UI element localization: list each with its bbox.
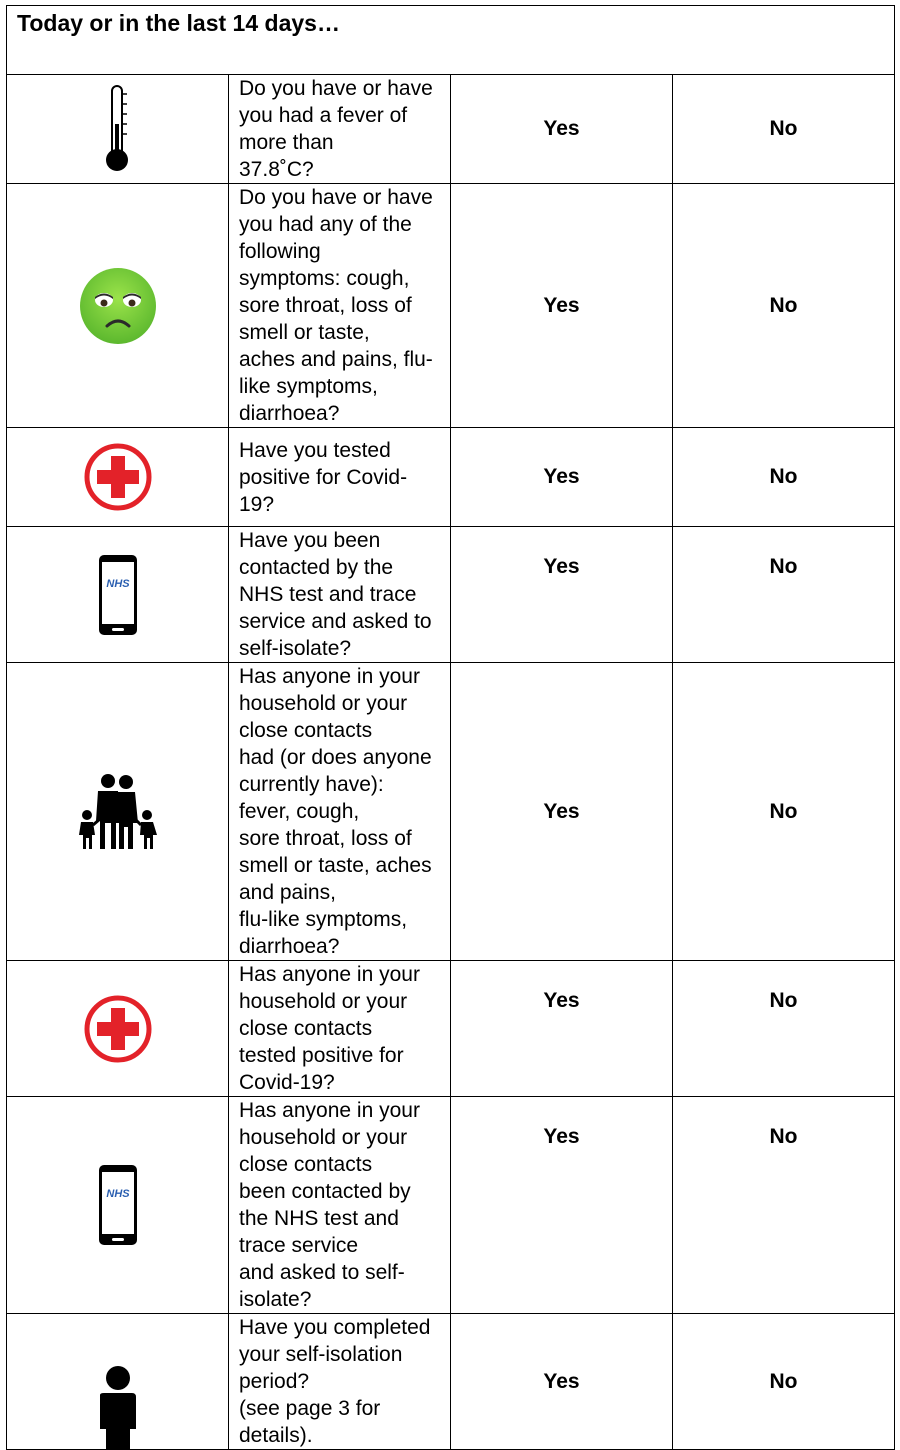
question-line: tested positive for Covid-19?	[239, 1044, 404, 1094]
icon-cell	[7, 75, 229, 184]
red-cross-icon	[83, 442, 153, 512]
question-line: Do you have or have you had any of the following	[239, 186, 433, 263]
yes-option[interactable]	[451, 527, 673, 663]
question-cell	[229, 1097, 451, 1314]
yes-label: Yes	[543, 989, 580, 1012]
nhs-phone-icon	[97, 553, 139, 637]
questionnaire-sheet	[6, 5, 895, 1450]
header-row	[7, 6, 895, 75]
question-cell	[229, 1314, 451, 1450]
no-option[interactable]: No	[673, 184, 895, 428]
question-line: Have you completed your self-isolation period?	[239, 1316, 431, 1393]
question-line: Has anyone in your household or your close contacts	[239, 963, 420, 1040]
yes-option[interactable]: Yes	[451, 663, 673, 961]
no-option[interactable]	[673, 1097, 895, 1314]
icon-cell	[7, 1097, 229, 1314]
no-label: No	[769, 1125, 798, 1148]
question-line: Have you tested positive for Covid-19?	[239, 438, 408, 516]
table-row	[7, 75, 895, 184]
no-option[interactable]	[673, 961, 895, 1097]
no-option[interactable]: No	[673, 75, 895, 184]
table-row	[7, 961, 895, 1097]
icon-cell	[7, 1314, 229, 1450]
icon-cell	[7, 184, 229, 428]
table-row	[7, 184, 895, 428]
yes-option[interactable]: Yes	[451, 428, 673, 527]
yes-label: Yes	[543, 555, 580, 578]
no-option[interactable]	[673, 527, 895, 663]
no-option[interactable]: No	[673, 1314, 895, 1450]
question-line: sore throat, loss of smell or taste, aches and pains,	[239, 827, 432, 904]
question-line: had (or does anyone currently have): fever, cough,	[239, 746, 432, 823]
question-line: Do you have or have you had a fever of more than	[239, 77, 433, 154]
nhs-phone-icon	[97, 1163, 139, 1247]
question-cell	[229, 75, 451, 184]
table-row	[7, 527, 895, 663]
question-cell	[229, 961, 451, 1097]
question-line: aches and pains, flu-like symptoms, diarrhoea?	[239, 348, 433, 425]
header-title: Today or in the last 14 days…	[7, 6, 895, 75]
yes-option[interactable]: Yes	[451, 184, 673, 428]
question-line: been contacted by the NHS test and trace service	[239, 1180, 411, 1257]
icon-cell	[7, 663, 229, 961]
red-cross-icon	[83, 994, 153, 1064]
question-cell	[229, 428, 451, 527]
icon-cell	[7, 961, 229, 1097]
yes-label: Yes	[543, 1125, 580, 1148]
yes-option[interactable]	[451, 1097, 673, 1314]
table-row	[7, 663, 895, 961]
question-line: and asked to self-isolate?	[239, 1261, 405, 1311]
no-option[interactable]: No	[673, 428, 895, 527]
question-cell	[229, 527, 451, 663]
no-label: No	[769, 555, 798, 578]
table-row	[7, 428, 895, 527]
question-line: symptoms: cough, sore throat, loss of smell or taste,	[239, 267, 412, 344]
yes-option[interactable]	[451, 961, 673, 1097]
family-icon	[76, 773, 160, 851]
question-line: flu-like symptoms, diarrhoea?	[239, 908, 408, 958]
thermometer-icon	[103, 84, 133, 174]
phone-label: NHS	[105, 1188, 130, 1200]
yes-option[interactable]: Yes	[451, 75, 673, 184]
phone-label: NHS	[105, 577, 130, 590]
icon-cell	[7, 428, 229, 527]
yes-option[interactable]: Yes	[451, 1314, 673, 1450]
person-icon	[90, 1365, 146, 1449]
no-label: No	[769, 989, 798, 1012]
question-line: Has anyone in your household or your close contacts	[239, 1099, 420, 1176]
question-cell	[229, 184, 451, 428]
question-line: 37.8˚C?	[239, 158, 314, 181]
question-cell	[229, 663, 451, 961]
icon-cell	[7, 527, 229, 663]
question-line: (see page 3 for details).	[239, 1397, 381, 1447]
table-row	[7, 1097, 895, 1314]
no-option[interactable]: No	[673, 663, 895, 961]
sick-face-icon	[78, 266, 158, 346]
question-line: service and asked to self-isolate?	[239, 610, 432, 660]
question-line: Has anyone in your household or your close contacts	[239, 665, 420, 742]
table-row	[7, 1314, 895, 1450]
question-line: Have you been contacted by the NHS test and trace	[239, 529, 417, 606]
screening-table	[6, 5, 895, 1450]
